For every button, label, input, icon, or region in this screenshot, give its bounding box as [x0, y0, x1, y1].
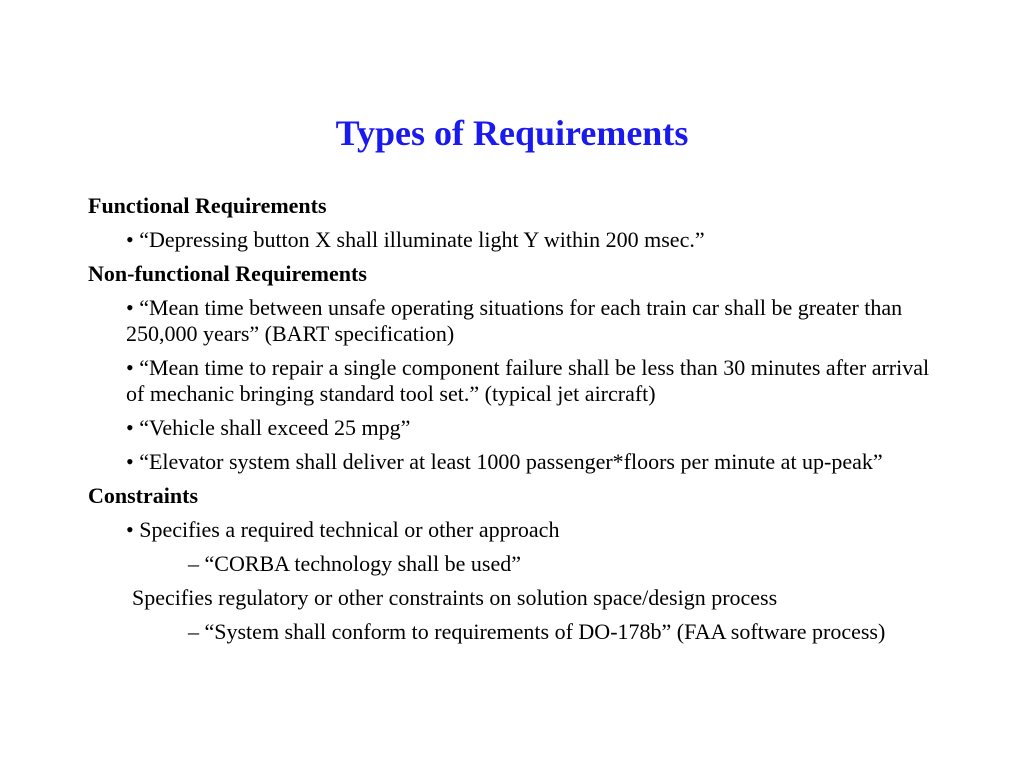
constraints-bullet-1: • Specifies a required technical or other approach: [126, 517, 560, 542]
slide-content: [88, 193, 948, 653]
slide-title: Types of Requirements: [335, 113, 689, 153]
functional-requirements-heading: Functional Requirements: [88, 193, 327, 218]
nonfunctional-bullet-2: • “Mean time to repair a single component failure shall be less than 30 minutes after arrival of mechanic bringing standard tool set.” (typical jet aircraft): [126, 355, 930, 406]
nonfunctional-bullet-3: • “Vehicle shall exceed 25 mpg”: [126, 415, 411, 440]
constraints-subitem-1: – “CORBA technology shall be used”: [188, 551, 522, 576]
constraints-bullet-2: Specifies regulatory or other constraints on solution space/design process: [132, 585, 778, 610]
functional-bullet-1: • “Depressing button X shall illuminate light Y within 200 msec.”: [126, 227, 705, 252]
nonfunctional-requirements-heading: Non-functional Requirements: [88, 261, 367, 286]
constraints-heading: Constraints: [88, 483, 199, 508]
constraints-subitem-2: – “System shall conform to requirements of DO-178b” (FAA software process): [188, 619, 886, 644]
nonfunctional-bullet-1: • “Mean time between unsafe operating situations for each train car shall be greater than 250,000 years” (BART specification): [126, 295, 903, 346]
nonfunctional-bullet-4: • “Elevator system shall deliver at least 1000 passenger*floors per minute at up-peak”: [126, 449, 883, 474]
